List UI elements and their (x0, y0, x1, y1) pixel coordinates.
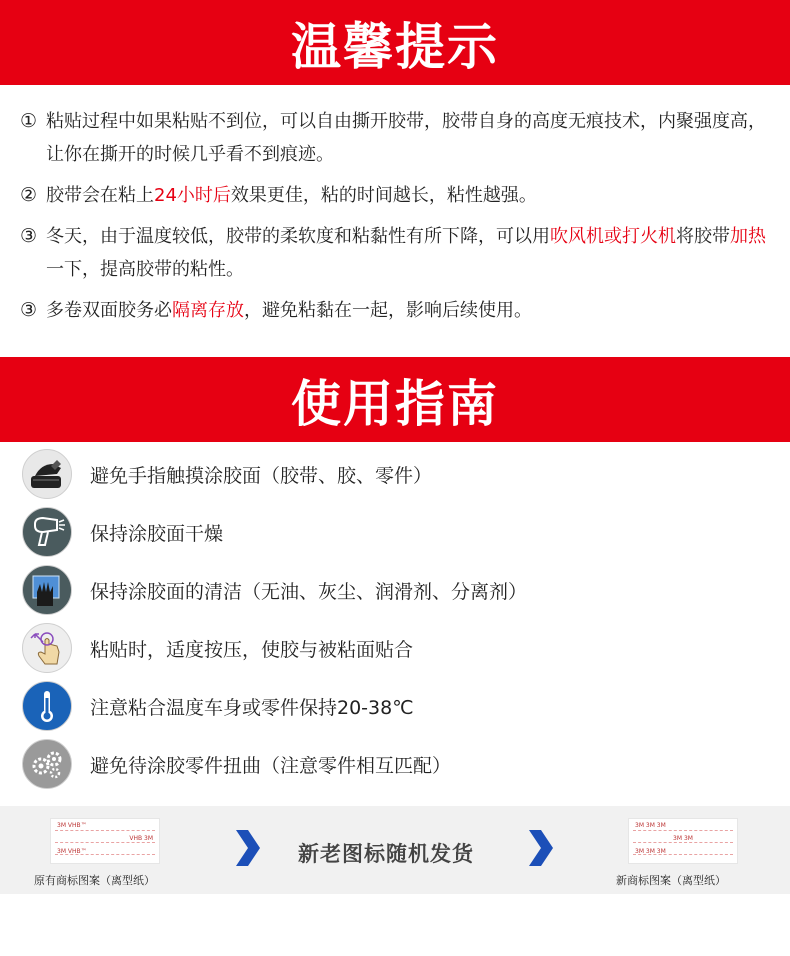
tip-fragment: 胶带会在粘上 (46, 185, 154, 206)
old-logo-row: 3M VHB™ (57, 848, 87, 855)
press-hand-icon (22, 623, 72, 673)
tip-fragment: 一下，提高胶带的粘性。 (46, 259, 244, 280)
guide-title: 使用指南 (291, 374, 499, 433)
guide-item (22, 445, 782, 503)
tip-item (20, 179, 780, 212)
old-logo-caption: 原有商标图案（离型纸） (34, 874, 155, 887)
tip-highlight: 隔离存放 (172, 300, 244, 321)
tip-number: ③ (20, 299, 38, 321)
tip-fragment: ，避免粘黏在一起，影响后续使用。 (244, 300, 532, 321)
guide-text: 保持涂胶面干燥 (90, 522, 224, 545)
guide-item (22, 503, 782, 561)
tip-fragment: 效果更佳，粘的时间越长，粘性越强。 (230, 185, 537, 206)
new-logo-row: 3M 3M 3M (635, 822, 666, 829)
tip-item (20, 220, 780, 286)
chevron-right-icon (232, 828, 262, 868)
thermometer-icon (22, 681, 72, 731)
guide-text: 保持涂胶面的清洁（无油、灰尘、润滑剂、分离剂） (90, 580, 528, 603)
new-logo-row: 3M 3M (673, 835, 693, 842)
footer-logo-notice (0, 806, 790, 894)
tip-highlight: 加热 (730, 226, 766, 247)
tip-text (46, 220, 780, 286)
tip-fragment: 粘贴过程中如果粘贴不到位，可以自由撕开胶带，胶带自身的高度无痕技术，内聚强度高，让你在撕开的时候几乎看不到痕迹。 (46, 111, 766, 165)
old-logo-sample (50, 818, 160, 864)
tip-item (20, 294, 780, 327)
tip-item (20, 105, 780, 171)
guide-list (22, 445, 782, 793)
guide-item (22, 735, 782, 793)
new-logo-caption: 新商标图案（离型纸） (616, 874, 726, 887)
new-logo-sample (628, 818, 738, 864)
tip-number: ③ (20, 225, 38, 247)
guide-text: 避免待涂胶零件扭曲（注意零件相互匹配） (90, 754, 452, 777)
guide-banner (0, 357, 790, 442)
tip-text (46, 294, 780, 327)
new-logo-row: 3M 3M 3M (635, 848, 666, 855)
glove-wipe-icon (22, 565, 72, 615)
tip-number: ② (20, 184, 38, 206)
guide-item (22, 677, 782, 735)
tips-list (20, 105, 780, 335)
guide-text: 粘贴时，适度按压，使胶与被粘面贴合 (90, 638, 414, 661)
old-logo-row: 3M VHB™ (57, 822, 87, 829)
tip-highlight: 吹风机或打火机 (550, 226, 676, 247)
random-shipping-notice: 新老图标随机发货 (298, 842, 474, 866)
guide-item (22, 619, 782, 677)
tip-fragment: 多卷双面胶务必 (46, 300, 172, 321)
guide-item (22, 561, 782, 619)
guide-text: 注意粘合温度车身或零件保持20-38℃ (90, 696, 414, 719)
tip-text (46, 179, 780, 212)
tip-text (46, 105, 780, 171)
finger-touch-icon (22, 449, 72, 499)
chevron-right-icon (525, 828, 555, 868)
tips-banner (0, 0, 790, 85)
tip-highlight: 24小时后 (154, 185, 231, 206)
gears-icon (22, 739, 72, 789)
tip-fragment: 将胶带 (676, 226, 730, 247)
tip-fragment: 冬天，由于温度较低，胶带的柔软度和粘黏性有所下降，可以用 (46, 226, 550, 247)
guide-text: 避免手指触摸涂胶面（胶带、胶、零件） (90, 464, 433, 487)
tips-title: 温馨提示 (291, 17, 499, 76)
old-logo-row: VHB 3M (129, 835, 153, 842)
hair-dryer-icon (22, 507, 72, 557)
tip-number: ① (20, 110, 38, 132)
